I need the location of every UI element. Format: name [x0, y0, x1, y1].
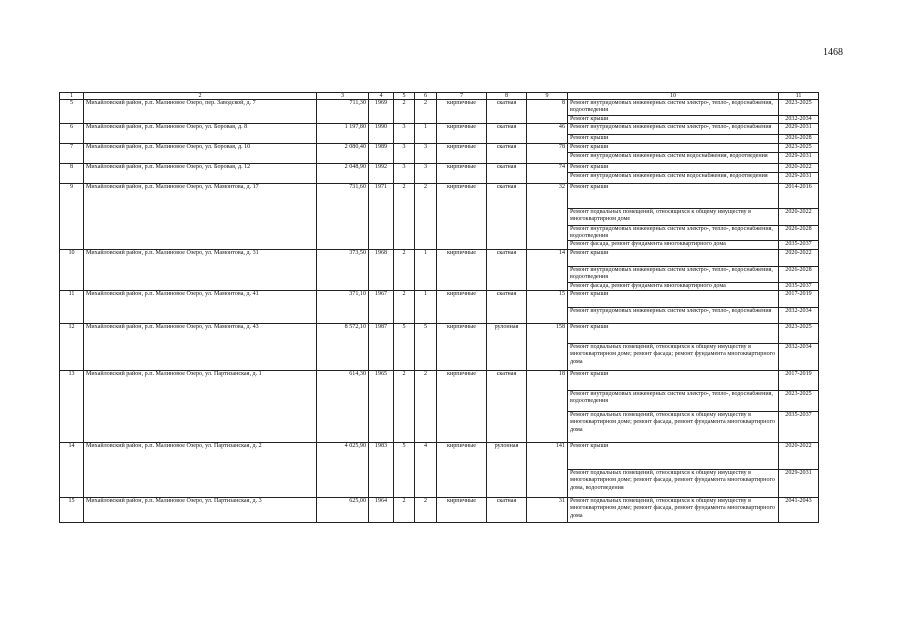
- header-cell: 8: [487, 93, 527, 100]
- work-period-cell: 2032-2034: [779, 115, 819, 123]
- wall-material-cell: кирпичные: [437, 371, 487, 443]
- floors-cell: 3: [394, 143, 415, 163]
- roof-type-cell: скатная: [487, 100, 527, 124]
- wall-material-cell: кирпичные: [437, 143, 487, 163]
- roof-type-cell: рулонная: [487, 324, 527, 371]
- row-number: 11: [60, 291, 84, 324]
- flats-cell: 32: [527, 183, 568, 249]
- entrances-cell: 1: [415, 124, 437, 143]
- work-type-cell: Ремонт подвальных помещений, относящихся к общему имуществу в многоквартирном доме; ремонт фасада, ремонт фундамента многоквартирного дома: [568, 498, 779, 523]
- area-cell: 8 572,10: [317, 324, 369, 371]
- area-cell: 373,50: [317, 249, 369, 290]
- floors-cell: 2: [394, 100, 415, 124]
- header-cell: 9: [527, 93, 568, 100]
- wall-material-cell: кирпичные: [437, 324, 487, 371]
- wall-material-cell: кирпичные: [437, 498, 487, 523]
- row-number: 5: [60, 100, 84, 124]
- work-type-cell: Ремонт внутридомовых инженерных систем электро-, тепло-, водоснабжения, водоотведения: [568, 266, 779, 282]
- work-period-cell: 2029-2031: [779, 124, 819, 135]
- work-type-cell: Ремонт крыши: [568, 115, 779, 123]
- address-cell: Михайловский район, р.п. Малиновое Озеро, ул. Мамонтова, д. 31: [84, 249, 317, 290]
- entrances-cell: 3: [415, 163, 437, 183]
- header-row: [60, 93, 819, 100]
- flats-cell: 8: [527, 100, 568, 124]
- area-cell: 614,30: [317, 371, 369, 443]
- work-period-cell: 2041-2043: [779, 498, 819, 523]
- work-period-cell: 2035-2037: [779, 241, 819, 249]
- roof-type-cell: скатная: [487, 143, 527, 163]
- work-period-cell: 2020-2022: [779, 443, 819, 470]
- year-cell: 1987: [369, 324, 394, 371]
- wall-material-cell: кирпичные: [437, 124, 487, 143]
- work-type-cell: Ремонт крыши: [568, 443, 779, 470]
- table-row: [60, 443, 819, 470]
- header-cell: 11: [779, 93, 819, 100]
- entrances-cell: 4: [415, 443, 437, 498]
- wall-material-cell: кирпичные: [437, 443, 487, 498]
- work-type-cell: Ремонт внутридомовых инженерных систем электро-, тепло-, водоснабжения: [568, 124, 779, 135]
- roof-type-cell: скатная: [487, 163, 527, 183]
- table-row: [60, 183, 819, 208]
- work-period-cell: 2017-2019: [779, 371, 819, 391]
- entrances-cell: 2: [415, 371, 437, 443]
- work-period-cell: 2029-2031: [779, 470, 819, 498]
- flats-cell: 158: [527, 324, 568, 371]
- wall-material-cell: кирпичные: [437, 183, 487, 249]
- work-period-cell: 2026-2028: [779, 135, 819, 143]
- entrances-cell: 1: [415, 249, 437, 290]
- work-type-cell: Ремонт внутридомовых инженерных систем электро-, тепло-, водоснабжения, водоотведения: [568, 391, 779, 412]
- entrances-cell: 5: [415, 324, 437, 371]
- flats-cell: 15: [527, 291, 568, 324]
- work-type-cell: Ремонт внутридомовых инженерных систем электро-, тепло-, водоснабжения, водоотведения: [568, 100, 779, 116]
- address-cell: Михайловский район, р.п. Малиновое Озеро, ул. Партизанская, д. 2: [84, 443, 317, 498]
- work-type-cell: Ремонт фасада, ремонт фундамента многоквартирного дома: [568, 282, 779, 290]
- work-period-cell: 2029-2031: [779, 152, 819, 163]
- work-period-cell: 2023-2025: [779, 391, 819, 412]
- row-number: 10: [60, 249, 84, 290]
- table-row: [60, 124, 819, 135]
- flats-cell: 31: [527, 498, 568, 523]
- address-cell: Михайловский район, р.п. Малиновое Озеро, ул. Боровая, д. 8: [84, 124, 317, 143]
- address-cell: Михайловский район, р.п. Малиновое Озеро, ул. Партизанская, д. 3: [84, 498, 317, 523]
- entrances-cell: 2: [415, 100, 437, 124]
- work-period-cell: 2026-2028: [779, 225, 819, 241]
- row-number: 15: [60, 498, 84, 523]
- flats-cell: 46: [527, 124, 568, 143]
- work-period-cell: 2017-2019: [779, 291, 819, 308]
- floors-cell: 2: [394, 183, 415, 249]
- roof-type-cell: скатная: [487, 498, 527, 523]
- area-cell: 625,00: [317, 498, 369, 523]
- year-cell: 1990: [369, 124, 394, 143]
- flats-cell: 78: [527, 143, 568, 163]
- table-row: [60, 498, 819, 523]
- floors-cell: 3: [394, 163, 415, 183]
- wall-material-cell: кирпичные: [437, 100, 487, 124]
- work-period-cell: 2014-2016: [779, 183, 819, 208]
- address-cell: Михайловский район, р.п. Малиновое Озеро, ул. Партизанская, д. 1: [84, 371, 317, 443]
- address-cell: Михайловский район, р.п. Малиновое Озеро, ул. Боровая, д. 10: [84, 143, 317, 163]
- floors-cell: 2: [394, 249, 415, 290]
- work-type-cell: Ремонт крыши: [568, 324, 779, 344]
- entrances-cell: 1: [415, 291, 437, 324]
- row-number: 14: [60, 443, 84, 498]
- row-number: 12: [60, 324, 84, 371]
- flats-cell: 18: [527, 371, 568, 443]
- area-cell: 371,10: [317, 291, 369, 324]
- header-cell: 1: [60, 93, 84, 100]
- entrances-cell: 3: [415, 143, 437, 163]
- table-row: [60, 291, 819, 308]
- year-cell: 1967: [369, 291, 394, 324]
- work-type-cell: Ремонт фасада, ремонт фундамента многоквартирного дома: [568, 241, 779, 249]
- header-cell: 4: [369, 93, 394, 100]
- work-type-cell: Ремонт крыши: [568, 291, 779, 308]
- address-cell: Михайловский район, р.п. Малиновое Озеро, ул. Мамонтова, д. 43: [84, 324, 317, 371]
- year-cell: 1989: [369, 143, 394, 163]
- row-number: 8: [60, 163, 84, 183]
- flats-cell: 14: [527, 249, 568, 290]
- header-cell: 3: [317, 93, 369, 100]
- area-cell: 2 080,40: [317, 143, 369, 163]
- work-period-cell: 2020-2022: [779, 249, 819, 266]
- roof-type-cell: рулонная: [487, 443, 527, 498]
- header-cell: 6: [415, 93, 437, 100]
- work-period-cell: 2032-2034: [779, 344, 819, 371]
- work-period-cell: 2023-2025: [779, 324, 819, 344]
- year-cell: 1965: [369, 371, 394, 443]
- floors-cell: 3: [394, 124, 415, 143]
- roof-type-cell: скатная: [487, 183, 527, 249]
- flats-cell: 74: [527, 163, 568, 183]
- work-period-cell: 2023-2025: [779, 100, 819, 116]
- work-type-cell: Ремонт крыши: [568, 163, 779, 172]
- address-cell: Михайловский район, р.п. Малиновое Озеро, ул. Мамонтова, д. 41: [84, 291, 317, 324]
- area-cell: 731,60: [317, 183, 369, 249]
- year-cell: 1969: [369, 100, 394, 124]
- floors-cell: 2: [394, 498, 415, 523]
- work-period-cell: 2020-2022: [779, 208, 819, 225]
- table-row: [60, 371, 819, 391]
- work-type-cell: Ремонт подвальных помещений, относящихся к общему имуществу в многоквартирном доме; ремонт фасада, ремонт фундамента многоквартирного дома: [568, 412, 779, 443]
- area-cell: 1 197,80: [317, 124, 369, 143]
- table-row: [60, 143, 819, 152]
- table-row: [60, 324, 819, 344]
- table-row: [60, 249, 819, 266]
- roof-type-cell: скатная: [487, 124, 527, 143]
- work-period-cell: 2026-2028: [779, 266, 819, 282]
- work-type-cell: Ремонт внутридомовых инженерных систем водоснабжения, водоотведения: [568, 172, 779, 183]
- work-type-cell: Ремонт подвальных помещений, относящихся к общему имуществу в многоквартирном доме; ремонт фасада, ремонт фундамента многоквартирного дома, водоотведения: [568, 470, 779, 498]
- work-period-cell: 2023-2025: [779, 143, 819, 152]
- header-cell: 5: [394, 93, 415, 100]
- year-cell: 1968: [369, 249, 394, 290]
- year-cell: 1983: [369, 443, 394, 498]
- roof-type-cell: скатная: [487, 291, 527, 324]
- work-type-cell: Ремонт внутридомовых инженерных систем электро-, тепло-, водоснабжения: [568, 308, 779, 324]
- work-type-cell: Ремонт внутридомовых инженерных систем водоснабжения, водоотведения: [568, 152, 779, 163]
- roof-type-cell: скатная: [487, 249, 527, 290]
- work-period-cell: 2035-2037: [779, 412, 819, 443]
- area-cell: 2 048,90: [317, 163, 369, 183]
- header-cell: 2: [84, 93, 317, 100]
- row-number: 7: [60, 143, 84, 163]
- row-number: 13: [60, 371, 84, 443]
- work-period-cell: 2035-2037: [779, 282, 819, 290]
- floors-cell: 2: [394, 371, 415, 443]
- work-type-cell: Ремонт крыши: [568, 183, 779, 208]
- entrances-cell: 2: [415, 183, 437, 249]
- flats-cell: 141: [527, 443, 568, 498]
- floors-cell: 2: [394, 291, 415, 324]
- address-cell: Михайловский район, р.п. Малиновое Озеро, пер. Заводской, д. 7: [84, 100, 317, 124]
- work-type-cell: Ремонт подвальных помещений, относящихся к общему имуществу в многоквартирном доме: [568, 208, 779, 225]
- work-type-cell: Ремонт крыши: [568, 249, 779, 266]
- entrances-cell: 2: [415, 498, 437, 523]
- row-number: 6: [60, 124, 84, 143]
- year-cell: 1992: [369, 163, 394, 183]
- address-cell: Михайловский район, р.п. Малиновое Озеро, ул. Боровая, д. 12: [84, 163, 317, 183]
- table-row: [60, 100, 819, 116]
- repair-program-table: [59, 92, 819, 523]
- address-cell: Михайловский район, р.п. Малиновое Озеро, ул. Мамонтова, д. 17: [84, 183, 317, 249]
- page-number: 1468: [823, 47, 843, 58]
- work-type-cell: Ремонт крыши: [568, 135, 779, 143]
- floors-cell: 5: [394, 324, 415, 371]
- work-period-cell: 2032-2034: [779, 308, 819, 324]
- wall-material-cell: кирпичные: [437, 249, 487, 290]
- work-period-cell: 2029-2031: [779, 172, 819, 183]
- work-type-cell: Ремонт крыши: [568, 371, 779, 391]
- area-cell: 711,30: [317, 100, 369, 124]
- floors-cell: 5: [394, 443, 415, 498]
- roof-type-cell: скатная: [487, 371, 527, 443]
- table-row: [60, 163, 819, 172]
- work-period-cell: 2020-2022: [779, 163, 819, 172]
- header-cell: 7: [437, 93, 487, 100]
- row-number: 9: [60, 183, 84, 249]
- work-type-cell: Ремонт крыши: [568, 143, 779, 152]
- wall-material-cell: кирпичные: [437, 163, 487, 183]
- header-cell: 10: [568, 93, 779, 100]
- wall-material-cell: кирпичные: [437, 291, 487, 324]
- work-type-cell: Ремонт подвальных помещений, относящихся к общему имуществу в многоквартирном доме; ремонт фасада; ремонт фундамента многоквартирного дома: [568, 344, 779, 371]
- year-cell: 1964: [369, 498, 394, 523]
- area-cell: 4 025,90: [317, 443, 369, 498]
- work-type-cell: Ремонт внутридомовых инженерных систем электро-, тепло-, водоснабжения, водоотведения: [568, 225, 779, 241]
- year-cell: 1971: [369, 183, 394, 249]
